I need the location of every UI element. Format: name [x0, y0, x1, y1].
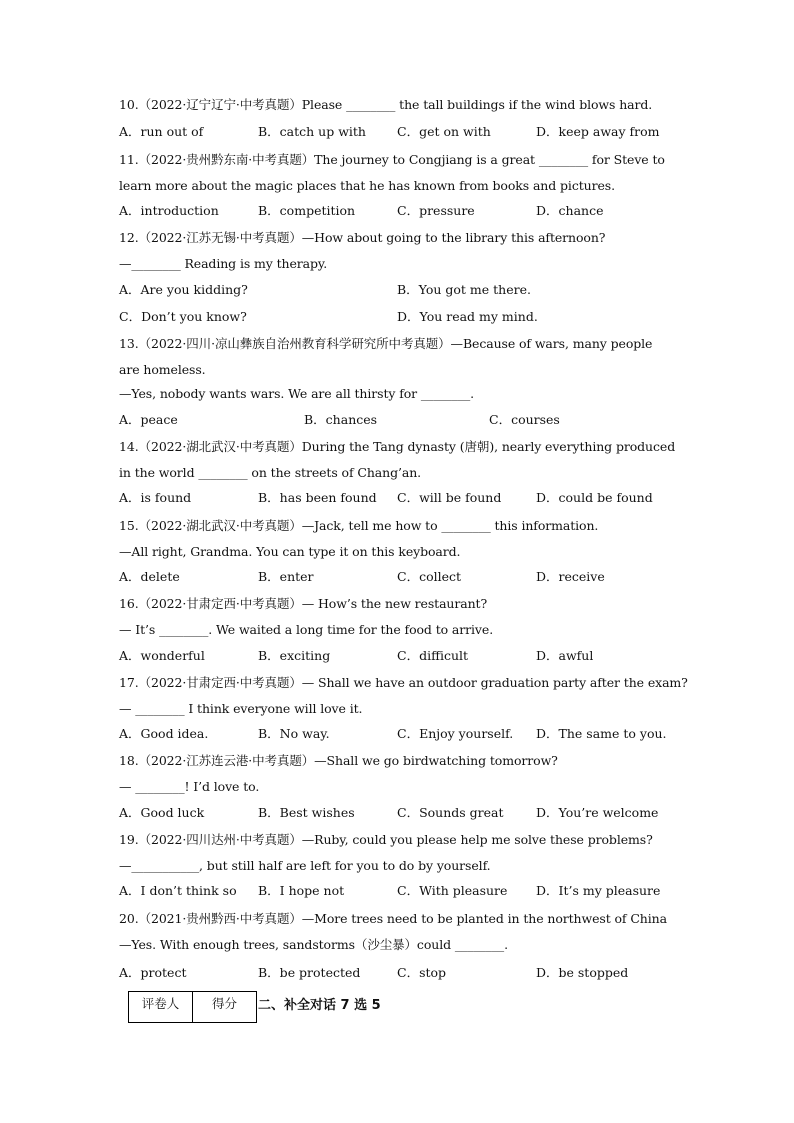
q16-option-b: B．exciting	[258, 648, 331, 663]
q15-option-b: B．enter	[258, 569, 314, 584]
section-title: 二、补全对话 7 选 5	[258, 998, 381, 1013]
q17-option-b: B．No way.	[258, 726, 330, 741]
question-19-cont: —___________, but still half are left for you to do by yourself.	[119, 858, 491, 873]
q10-option-d: D．keep away from	[536, 124, 660, 139]
q17-option-a: A．Good idea.	[119, 726, 209, 741]
question-14-cont: in the world ________ on the streets of Chang’an.	[119, 465, 422, 480]
q12-option-c: C．Don’t you know?	[119, 309, 247, 324]
question-13-cont: are homeless.	[119, 362, 206, 377]
question-11-cont: learn more about the magic places that he has known from books and pictures.	[119, 178, 615, 193]
q19-option-b: B．I hope not	[258, 883, 345, 898]
question-13: 13.（2022·四川·凉山彝族自治州教育科学研究所中考真题）—Because of wars, many people	[119, 336, 653, 351]
question-15-cont: —All right, Grandma. You can type it on this keyboard.	[119, 544, 461, 559]
q13-option-a: A．peace	[119, 412, 178, 427]
q17-option-c: C．Enjoy yourself.	[397, 726, 514, 741]
q10-option-c: C．get on with	[397, 124, 491, 139]
q11-option-a: A．introduction	[119, 203, 219, 218]
q15-option-d: D．receive	[536, 569, 605, 584]
q20-option-c: C．stop	[397, 965, 447, 980]
q13-option-b: B．chances	[304, 412, 378, 427]
grader-cell: 评卷人	[129, 992, 193, 1023]
question-18-cont: — ________! I’d love to.	[119, 779, 260, 794]
q15-option-c: C．collect	[397, 569, 462, 584]
question-16-cont: — It’s ________. We waited a long time for the food to arrive.	[119, 622, 494, 637]
q19-option-c: C．With pleasure	[397, 883, 508, 898]
q18-option-c: C．Sounds great	[397, 805, 504, 820]
score-cell: 得分	[193, 992, 257, 1023]
q12-option-d: D．You read my mind.	[397, 309, 538, 324]
q10-option-b: B．catch up with	[258, 124, 366, 139]
q11-option-b: B．competition	[258, 203, 356, 218]
q14-option-b: B．has been found	[258, 490, 377, 505]
question-20-cont: —Yes. With enough trees, sandstorms（沙尘暴）could ________.	[119, 937, 508, 952]
question-12-cont: —________ Reading is my therapy.	[119, 256, 328, 271]
question-10: 10.（2022·辽宁辽宁·中考真题）Please ________ the tall buildings if the wind blows hard.	[119, 97, 653, 112]
q16-option-d: D．awful	[536, 648, 594, 663]
question-18: 18.（2022·江苏连云港·中考真题）—Shall we go birdwatching tomorrow?	[119, 753, 558, 768]
question-11: 11.（2022·贵州黔东南·中考真题）The journey to Congjiang is a great ________ for Steve to	[119, 152, 665, 167]
question-12: 12.（2022·江苏无锡·中考真题）—How about going to the library this afternoon?	[119, 230, 606, 245]
q16-option-c: C．difficult	[397, 648, 469, 663]
q20-option-b: B．be protected	[258, 965, 361, 980]
q10-option-a: A．run out of	[119, 124, 204, 139]
q11-option-d: D．chance	[536, 203, 604, 218]
q12-option-b: B．You got me there.	[397, 282, 531, 297]
q15-option-a: A．delete	[119, 569, 180, 584]
q12-option-a: A．Are you kidding?	[119, 282, 248, 297]
question-17: 17.（2022·甘肃定西·中考真题）— Shall we have an outdoor graduation party after the exam?	[119, 675, 688, 690]
q18-option-b: B．Best wishes	[258, 805, 355, 820]
question-20: 20.（2021·贵州黔西·中考真题）—More trees need to be planted in the northwest of China	[119, 911, 667, 926]
q20-option-a: A．protect	[119, 965, 187, 980]
q14-option-c: C．will be found	[397, 490, 502, 505]
q16-option-a: A．wonderful	[119, 648, 205, 663]
score-table	[128, 991, 257, 1023]
question-14: 14.（2022·湖北武汉·中考真题）During the Tang dynasty (唐朝), nearly everything produced	[119, 439, 676, 454]
question-19: 19.（2022·四川达州·中考真题）—Ruby, could you please help me solve these problems?	[119, 832, 653, 847]
q17-option-d: D．The same to you.	[536, 726, 667, 741]
q18-option-a: A．Good luck	[119, 805, 205, 820]
question-17-cont: — ________ I think everyone will love it.	[119, 701, 363, 716]
q19-option-d: D．It’s my pleasure	[536, 883, 661, 898]
q19-option-a: A．I don’t think so	[119, 883, 237, 898]
q18-option-d: D．You’re welcome	[536, 805, 659, 820]
q11-option-c: C．pressure	[397, 203, 475, 218]
q14-option-a: A．is found	[119, 490, 192, 505]
q14-option-d: D．could be found	[536, 490, 653, 505]
q13-option-c: C．courses	[489, 412, 560, 427]
question-16: 16.（2022·甘肃定西·中考真题）— How’s the new restaurant?	[119, 596, 488, 611]
question-15: 15.（2022·湖北武汉·中考真题）—Jack, tell me how to ________ this information.	[119, 518, 599, 533]
q20-option-d: D．be stopped	[536, 965, 629, 980]
question-13-reply: —Yes, nobody wants wars. We are all thirsty for ________.	[119, 386, 474, 401]
